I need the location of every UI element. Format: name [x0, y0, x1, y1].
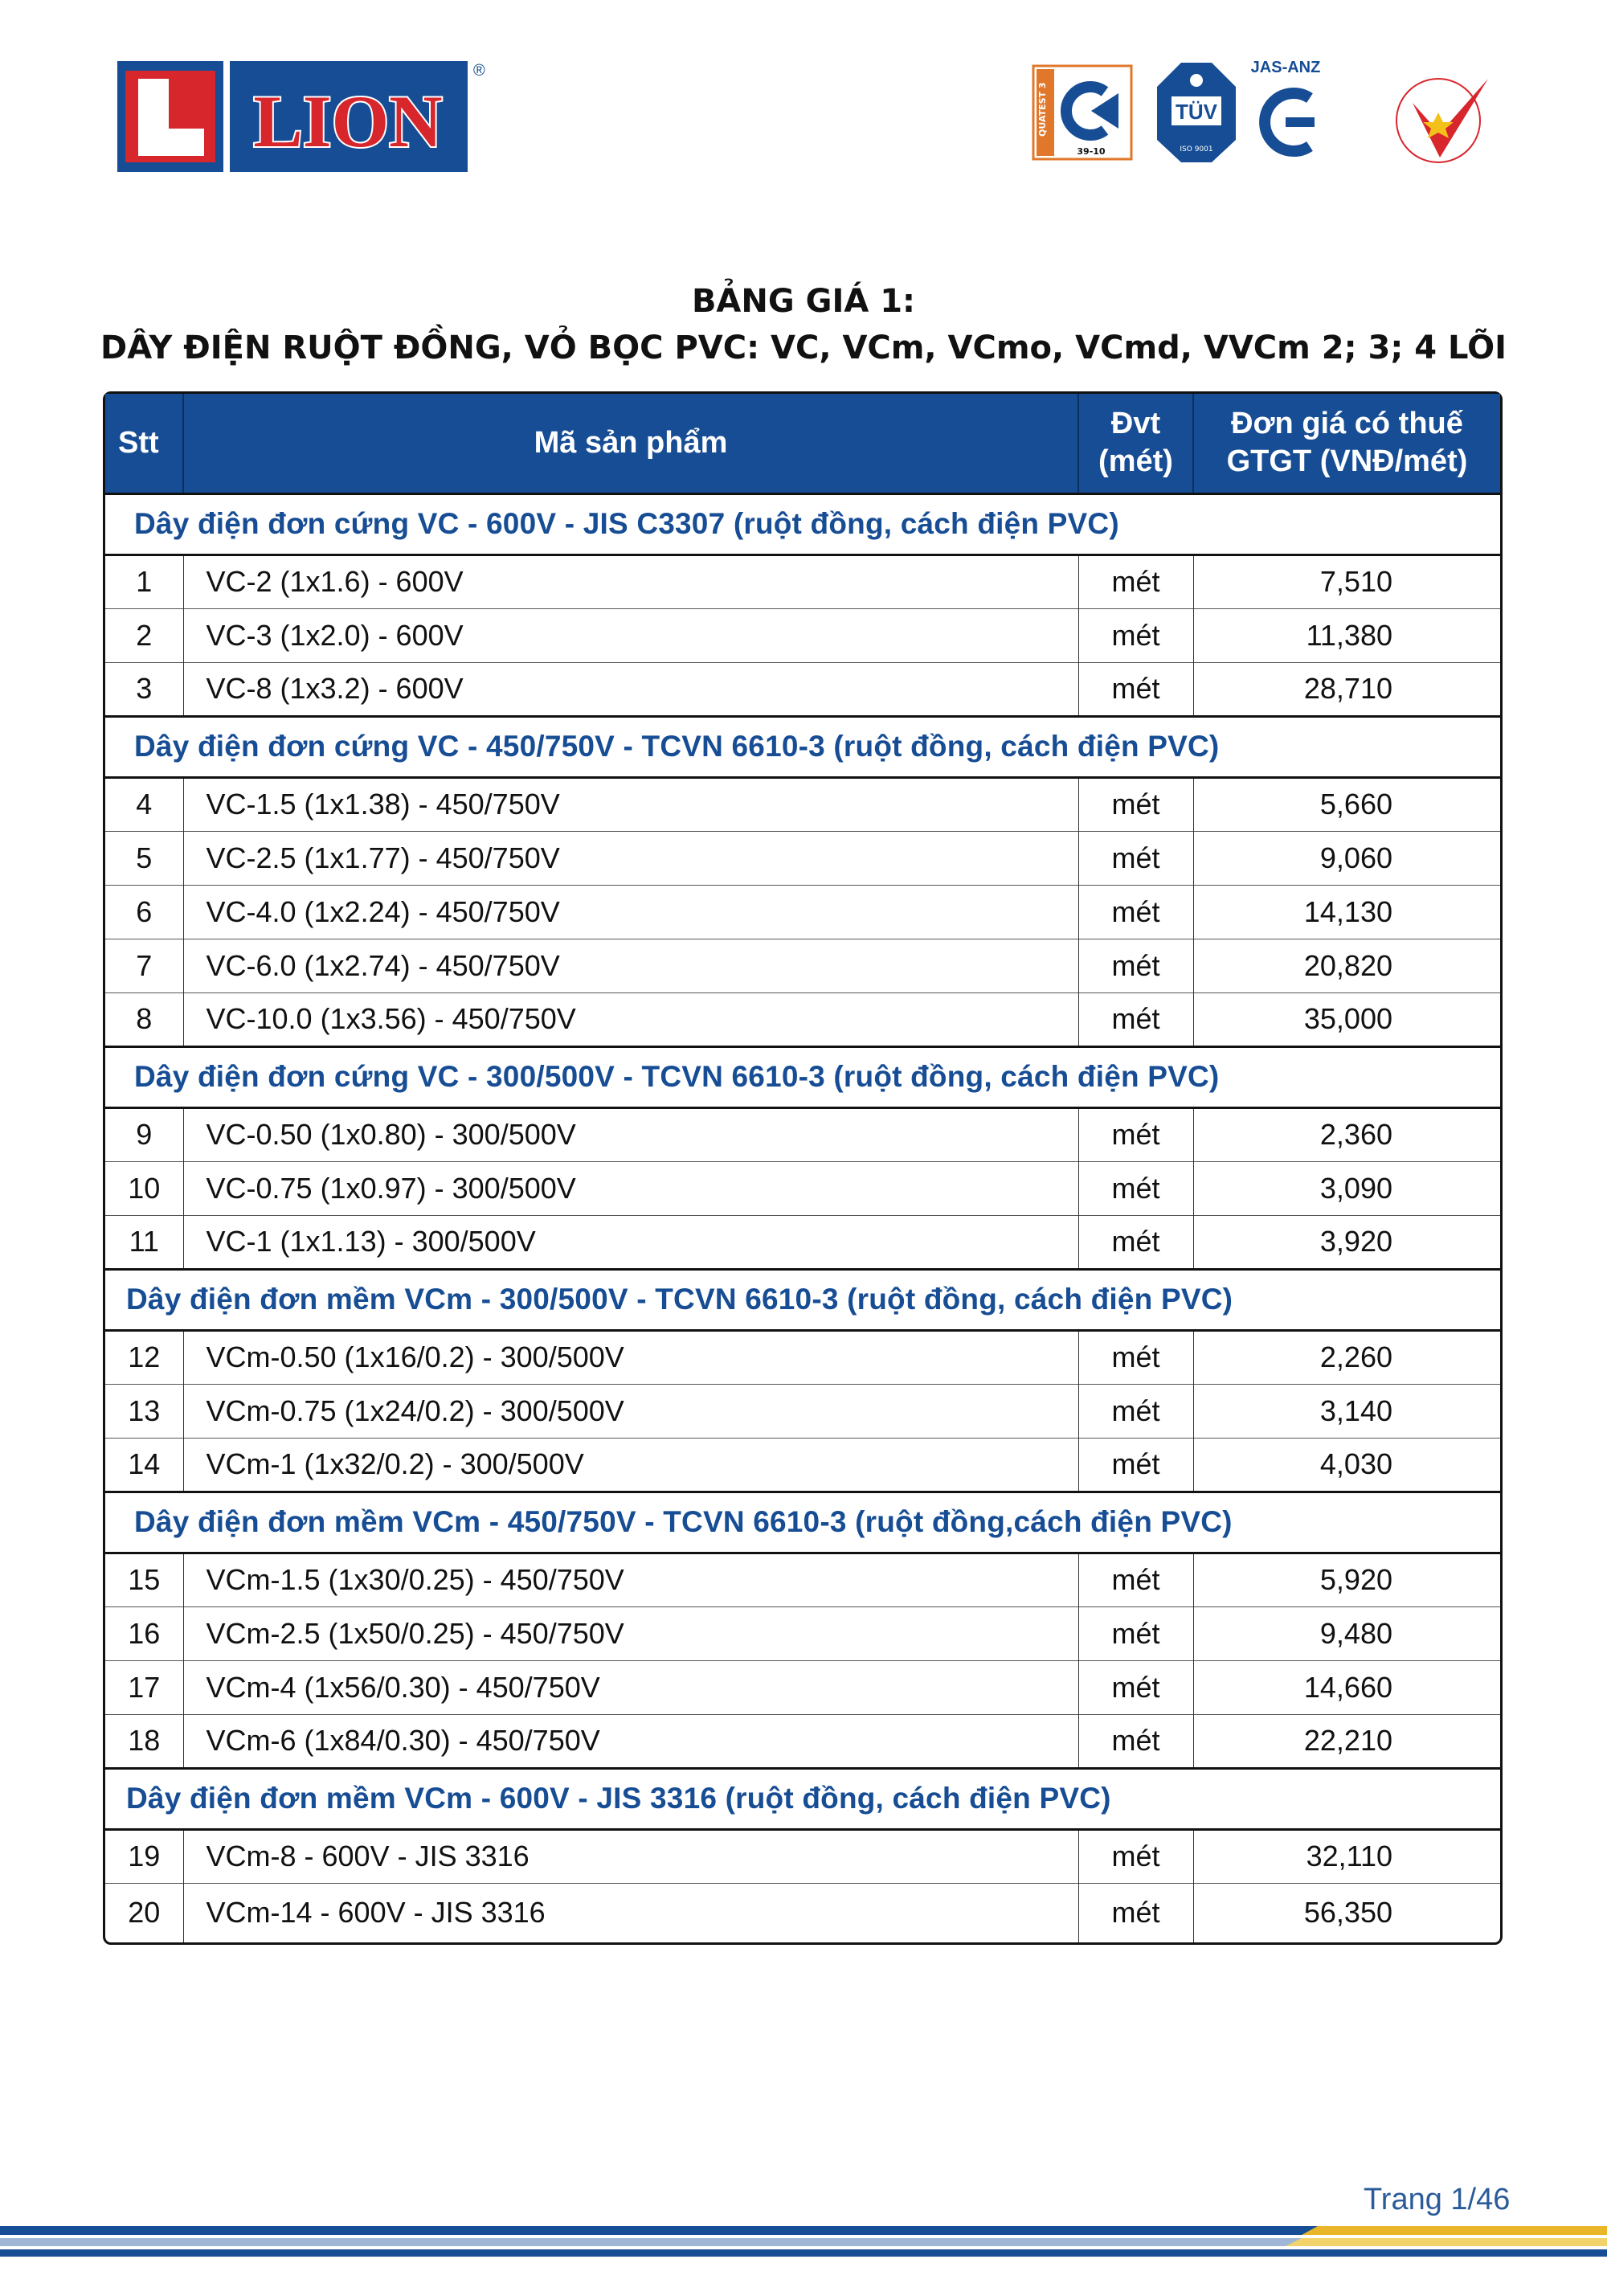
table-row [105, 1384, 1500, 1438]
cell-product: VC-1 (1x1.13) - 300/500V [183, 1215, 1078, 1269]
cell-price: 56,350 [1193, 1883, 1500, 1942]
cell-stt: 12 [105, 1330, 183, 1384]
cell-product: VCm-0.75 (1x24/0.2) - 300/500V [183, 1384, 1078, 1438]
cell-stt: 19 [105, 1829, 183, 1883]
cell-price: 5,920 [1193, 1553, 1500, 1606]
table-row [105, 1606, 1500, 1660]
cell-unit: mét [1078, 831, 1193, 885]
cell-price: 5,660 [1193, 777, 1500, 831]
group-header-row [105, 1269, 1500, 1330]
cell-stt: 13 [105, 1384, 183, 1438]
cell-product: VCm-14 - 600V - JIS 3316 [183, 1883, 1078, 1942]
table-row [105, 992, 1500, 1046]
table-row [105, 885, 1500, 939]
cell-unit: mét [1078, 1215, 1193, 1269]
table-header-row [105, 394, 1500, 493]
cell-stt: 17 [105, 1660, 183, 1714]
registered-mark: ® [473, 62, 485, 80]
cell-product: VC-2 (1x1.6) - 600V [183, 555, 1078, 608]
cell-price: 3,140 [1193, 1384, 1500, 1438]
tuv-icon [1157, 63, 1236, 162]
cell-price: 32,110 [1193, 1829, 1500, 1883]
table-row [105, 1553, 1500, 1606]
cell-unit: mét [1078, 1438, 1193, 1492]
cell-product: VC-6.0 (1x2.74) - 450/750V [183, 939, 1078, 992]
cell-unit: mét [1078, 885, 1193, 939]
group-title: Dây điện đơn cứng VC - 300/500V - TCVN 6610-3 (ruột đồng, cách điện PVC) [105, 1046, 1500, 1107]
cell-stt: 11 [105, 1215, 183, 1269]
hang-viet-nam-icon [1374, 79, 1488, 166]
header-price-line1: Đơn giá có thuế [1231, 406, 1463, 440]
cell-unit: mét [1078, 939, 1193, 992]
cell-unit: mét [1078, 1161, 1193, 1215]
cell-price: 22,210 [1193, 1714, 1500, 1768]
svg-text:HÀNG VIỆT NAM CHẤT LƯỢNG CAO [1374, 165, 1376, 166]
cell-unit: mét [1078, 992, 1193, 1046]
table-body [105, 493, 1500, 1942]
cell-price: 20,820 [1193, 939, 1500, 992]
cell-product: VC-1.5 (1x1.38) - 450/750V [183, 777, 1078, 831]
cell-unit: mét [1078, 1829, 1193, 1883]
table-row [105, 777, 1500, 831]
brand-name: LION [253, 80, 443, 162]
cell-product: VC-0.50 (1x0.80) - 300/500V [183, 1107, 1078, 1161]
table-row [105, 608, 1500, 662]
cell-unit: mét [1078, 662, 1193, 716]
cell-unit: mét [1078, 555, 1193, 608]
cell-unit: mét [1078, 777, 1193, 831]
header-unit [1078, 394, 1193, 493]
cell-stt: 1 [105, 555, 183, 608]
cell-stt: 10 [105, 1161, 183, 1215]
cell-product: VC-2.5 (1x1.77) - 450/750V [183, 831, 1078, 885]
header-price-line2: GTGT (VNĐ/mét) [1226, 444, 1468, 479]
svg-text:TÜV: TÜV [1176, 100, 1217, 124]
cell-price: 2,360 [1193, 1107, 1500, 1161]
svg-text:JAS-ANZ: JAS-ANZ [1250, 59, 1321, 76]
group-header-row [105, 716, 1500, 777]
cell-price: 11,380 [1193, 608, 1500, 662]
header-product: Mã sản phẩm [183, 394, 1078, 493]
table-row [105, 1215, 1500, 1269]
page-number: Trang 1/46 [1364, 2183, 1511, 2216]
cell-stt: 7 [105, 939, 183, 992]
cell-stt: 8 [105, 992, 183, 1046]
page-subtitle: DÂY ĐIỆN RUỘT ĐỒNG, VỎ BỌC PVC: VC, VCm, VCmo, VCmd, VVCm 2; 3; 4 LÕI [100, 329, 1507, 366]
cell-price: 14,660 [1193, 1660, 1500, 1714]
table-row [105, 1330, 1500, 1384]
cell-price: 2,260 [1193, 1330, 1500, 1384]
cell-price: 14,130 [1193, 885, 1500, 939]
quatest-icon [1033, 66, 1131, 159]
cell-stt: 20 [105, 1883, 183, 1942]
group-header-row [105, 493, 1500, 555]
cell-price: 3,090 [1193, 1161, 1500, 1215]
group-header-row [105, 1046, 1500, 1107]
cell-price: 4,030 [1193, 1438, 1500, 1492]
table-row [105, 1660, 1500, 1714]
cell-unit: mét [1078, 1883, 1193, 1942]
cell-stt: 18 [105, 1714, 183, 1768]
cell-stt: 5 [105, 831, 183, 885]
group-title: Dây điện đơn mềm VCm - 600V - JIS 3316 (ruột đồng, cách điện PVC) [105, 1768, 1500, 1829]
cell-stt: 6 [105, 885, 183, 939]
cell-product: VCm-1 (1x32/0.2) - 300/500V [183, 1438, 1078, 1492]
group-header-row [105, 1492, 1500, 1553]
cell-price: 7,510 [1193, 555, 1500, 608]
cell-unit: mét [1078, 1553, 1193, 1606]
svg-text:39-10: 39-10 [1077, 146, 1106, 157]
cell-stt: 3 [105, 662, 183, 716]
group-title: Dây điện đơn mềm VCm - 300/500V - TCVN 6610-3 (ruột đồng, cách điện PVC) [105, 1269, 1500, 1330]
cell-unit: mét [1078, 1714, 1193, 1768]
cell-price: 28,710 [1193, 662, 1500, 716]
cell-product: VCm-2.5 (1x50/0.25) - 450/750V [183, 1606, 1078, 1660]
cell-stt: 15 [105, 1553, 183, 1606]
table-row [105, 1714, 1500, 1768]
cell-stt: 2 [105, 608, 183, 662]
cell-unit: mét [1078, 1606, 1193, 1660]
cell-product: VCm-1.5 (1x30/0.25) - 450/750V [183, 1553, 1078, 1606]
cell-product: VCm-4 (1x56/0.30) - 450/750V [183, 1660, 1078, 1714]
svg-text:ISO 9001: ISO 9001 [1180, 145, 1213, 153]
table-row [105, 1883, 1500, 1942]
group-title: Dây điện đơn cứng VC - 450/750V - TCVN 6610-3 (ruột đồng, cách điện PVC) [105, 716, 1500, 777]
cell-product: VC-4.0 (1x2.24) - 450/750V [183, 885, 1078, 939]
table-row [105, 1829, 1500, 1883]
cell-price: 3,920 [1193, 1215, 1500, 1269]
table-row [105, 831, 1500, 885]
price-table [103, 391, 1503, 1945]
table-row [105, 662, 1500, 716]
cell-unit: mét [1078, 1330, 1193, 1384]
group-header-row [105, 1768, 1500, 1829]
jas-anz-icon [1251, 59, 1321, 151]
cell-stt: 4 [105, 777, 183, 831]
cell-product: VC-10.0 (1x3.56) - 450/750V [183, 992, 1078, 1046]
cell-product: VC-3 (1x2.0) - 600V [183, 608, 1078, 662]
table-row [105, 1161, 1500, 1215]
cell-price: 35,000 [1193, 992, 1500, 1046]
cell-stt: 9 [105, 1107, 183, 1161]
table-row [105, 1107, 1500, 1161]
svg-text:QUATEST 3: QUATEST 3 [1037, 82, 1048, 137]
cell-stt: 16 [105, 1606, 183, 1660]
lion-logo [117, 61, 485, 172]
cell-unit: mét [1078, 1384, 1193, 1438]
cell-unit: mét [1078, 608, 1193, 662]
table-row [105, 1438, 1500, 1492]
group-title: Dây điện đơn cứng VC - 600V - JIS C3307 (ruột đồng, cách điện PVC) [105, 493, 1500, 555]
header-stt: Stt [105, 394, 183, 493]
header-unit-line1: Đvt [1110, 406, 1161, 440]
header-unit-line2: (mét) [1098, 444, 1173, 479]
cell-product: VCm-0.50 (1x16/0.2) - 300/500V [183, 1330, 1078, 1384]
cell-product: VCm-8 - 600V - JIS 3316 [183, 1829, 1078, 1883]
page-title: BẢNG GIÁ 1: [691, 283, 916, 320]
table-row [105, 555, 1500, 608]
cell-product: VC-8 (1x3.2) - 600V [183, 662, 1078, 716]
cell-unit: mét [1078, 1660, 1193, 1714]
cell-unit: mét [1078, 1107, 1193, 1161]
header-price [1193, 394, 1500, 493]
footer-stripes [0, 2224, 1607, 2261]
cell-price: 9,480 [1193, 1606, 1500, 1660]
cell-stt: 14 [105, 1438, 183, 1492]
cell-price: 9,060 [1193, 831, 1500, 885]
table-row [105, 939, 1500, 992]
cell-product: VC-0.75 (1x0.97) - 300/500V [183, 1161, 1078, 1215]
group-title: Dây điện đơn mềm VCm - 450/750V - TCVN 6610-3 (ruột đồng,cách điện PVC) [105, 1492, 1500, 1553]
cell-product: VCm-6 (1x84/0.30) - 450/750V [183, 1714, 1078, 1768]
certification-logos [1028, 56, 1503, 169]
